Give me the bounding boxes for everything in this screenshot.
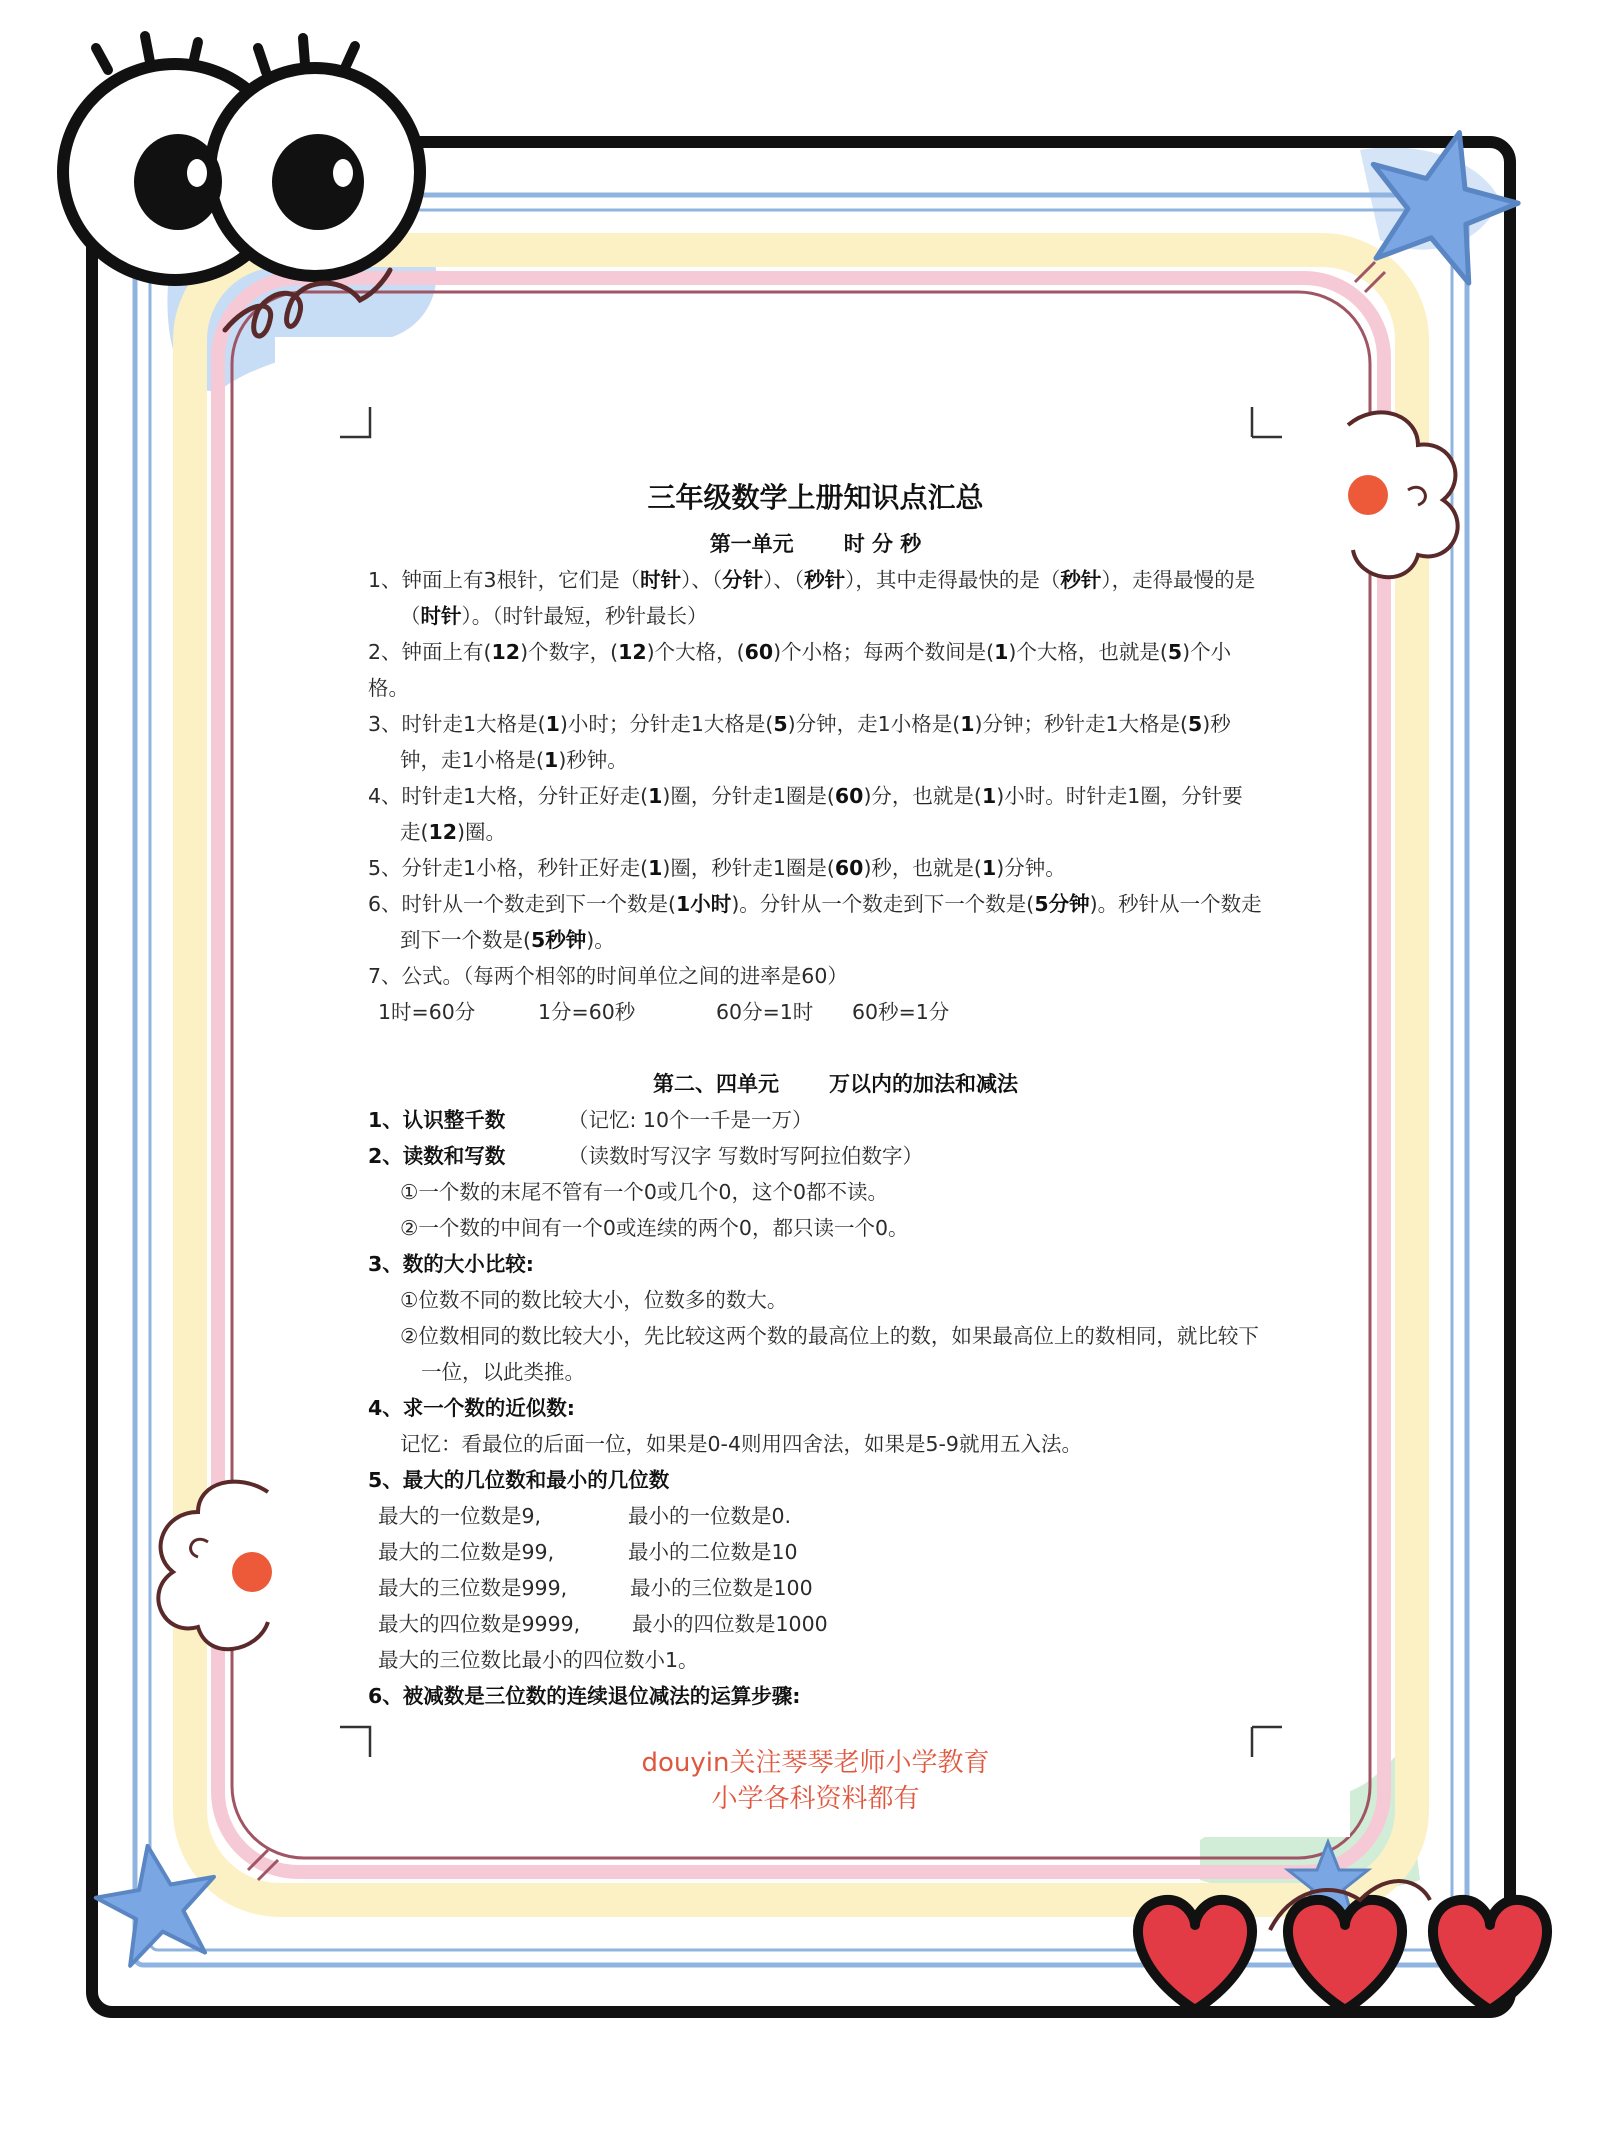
page-title: 三年级数学上册知识点汇总 — [647, 481, 984, 514]
u1-item-2: 2、钟面上有(12)个数字，(12)个大格，(60)个小格；每两个数间是(1)个大格，也就是(5)个小格。 — [368, 640, 1232, 700]
star-icon-bottom-left — [88, 1835, 226, 1969]
flower-icon-right — [1348, 412, 1458, 577]
u2-heading-6: 6、被减数是三位数的连续退位减法的运算步骤: — [368, 1684, 801, 1708]
heart-icon-1 — [1138, 1900, 1252, 2010]
u1-item-3: 3、时针走1大格是(1)小时；分针走1大格是(5)分钟，走1小格是(1)分钟；秒针走1大格是(5)秒钟，走1小格是(1)秒钟。 — [368, 712, 1231, 772]
u2-heading-1: 1、认识整千数 （记忆: 10个一千是一万） — [368, 1108, 813, 1132]
u1-item-1: 1、钟面上有3根针，它们是（时针）、（分针）、（秒针），其中走得最快的是（秒针），走得最慢的是（时针）。（时针最短，秒针最长） — [368, 568, 1256, 628]
u2-heading-3: 3、数的大小比较: — [368, 1252, 534, 1276]
unit1-heading: 第一单元 时 分 秒 — [709, 532, 922, 556]
star-icon-top-right — [1350, 113, 1532, 290]
u1-item-7: 7、公式。（每两个相邻的时间单位之间的进率是60） — [368, 964, 848, 988]
u2-heading-2: 2、读数和写数 （读数时写汉字 写数时写阿拉伯数字） — [368, 1144, 924, 1168]
u2-heading-4: 4、求一个数的近似数: — [368, 1396, 575, 1420]
u2-item-2b: ②一个数的中间有一个0或连续的两个0，都只读一个0。 — [400, 1216, 909, 1240]
cartoon-eyes-icon — [63, 36, 420, 280]
u2-row-5: 最大的三位数比最小的四位数小1。 — [378, 1648, 699, 1672]
u1-item-6: 6、时针从一个数走到下一个数是(1小时)。分针从一个数走到下一个数是(5分钟)。秒针从一个数走到下一个数是(5秒钟)。 — [368, 892, 1262, 952]
u1-item-5: 5、分针走1小格，秒针正好走(1)圈，秒针走1圈是(60)秒，也就是(1)分钟。 — [368, 856, 1066, 880]
u2-row-1: 最大的一位数是9, 最小的一位数是0. — [378, 1504, 792, 1528]
u2-item-2a: ①一个数的末尾不管有一个0或几个0，这个0都不读。 — [400, 1180, 889, 1204]
u1-item-4: 4、时针走1大格，分针正好走(1)圈，分针走1圈是(60)分，也就是(1)小时。时针走1圈，分针要走(12)圈。 — [368, 784, 1243, 844]
u2-row-3: 最大的三位数是999, 最小的三位数是100 — [378, 1576, 813, 1600]
u2-row-4: 最大的四位数是9999, 最小的四位数是1000 — [378, 1612, 828, 1636]
formula-2: 1分=60秒 — [538, 1000, 636, 1024]
heart-icon-3 — [1433, 1900, 1547, 2010]
u2-heading-5: 5、最大的几位数和最小的几位数 — [368, 1468, 670, 1492]
formula-1: 1时=60分 — [378, 1000, 476, 1024]
formula-4: 60秒=1分 — [852, 1000, 950, 1024]
watermark-line-1: douyin关注琴琴老师小学教育 — [641, 1748, 990, 1778]
u2-row-2: 最大的二位数是99, 最小的二位数是10 — [378, 1540, 798, 1564]
u2-item-3a: ①位数不同的数比较大小，位数多的数大。 — [400, 1288, 788, 1312]
u1-formulas — [368, 994, 1263, 1030]
formula-3: 60分=1时 — [716, 1000, 814, 1024]
document-body — [368, 526, 1263, 1714]
watermark — [368, 1745, 1263, 1817]
u2-item-4a: 记忆：看最位的后面一位，如果是0-4则用四舍法，如果是5-9就用五入法。 — [400, 1432, 1082, 1456]
watermark-line-2: 小学各科资料都有 — [711, 1784, 920, 1814]
flower-icon-left — [158, 1482, 272, 1650]
u2-item-3b: ②位数相同的数比较大小，先比较这两个数的最高位上的数，如果最高位上的数相同，就比较下一位，以此类推。 — [400, 1324, 1259, 1384]
unit2-heading: 第二、四单元 万以内的加法和减法 — [653, 1072, 1018, 1096]
heart-icon-2 — [1288, 1900, 1402, 2010]
